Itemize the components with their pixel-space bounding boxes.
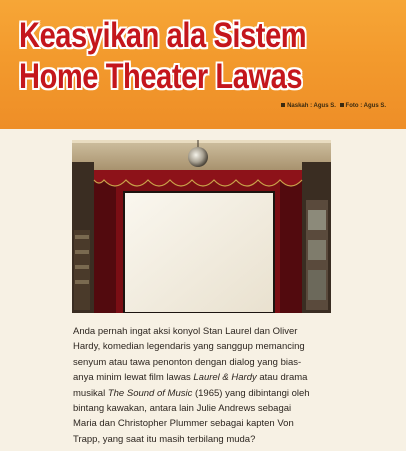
article-body	[73, 324, 368, 447]
body-line	[73, 370, 368, 385]
body-line	[73, 324, 368, 339]
author-credit: Naskah : Agus S.	[287, 103, 336, 109]
bullet-square-icon	[340, 103, 344, 107]
bullet-square-icon	[281, 103, 285, 107]
body-line	[73, 432, 368, 447]
body-text-segment: Hardy, komedian legendaris yang sanggup memancing	[73, 341, 305, 353]
body-text-segment: Anda pernah ingat aksi konyol Stan Laurel dan Oliver	[73, 326, 298, 337]
body-line	[73, 339, 368, 354]
article-title-line-1: Keasyikan ala Sistem	[19, 16, 307, 55]
body-line	[73, 355, 368, 370]
photo-credit: Foto : Agus S.	[345, 103, 386, 109]
body-text-segment: Trapp, yang saat itu masih terbilang muda?	[73, 433, 256, 445]
body-text-segment: anya minim lewat film lawas	[73, 372, 194, 384]
home-theater-photo	[72, 140, 331, 313]
body-line	[73, 401, 368, 416]
body-text-segment: atau drama	[256, 372, 308, 384]
body-text-segment: Maria dan Christopher Plummer sebagai kapten Von	[73, 418, 294, 430]
body-line	[73, 416, 368, 431]
body-text-segment: (1965) yang dibintangi oleh	[192, 387, 310, 399]
article-credits	[281, 103, 386, 109]
article-title-line-2: Home Theater Lawas	[19, 57, 303, 96]
disco-ball-icon	[188, 147, 208, 167]
italic-title: Laurel & Hardy	[193, 372, 257, 384]
body-text-segment: musikal	[73, 387, 108, 399]
body-line	[73, 386, 368, 401]
italic-title: The Sound of Music	[107, 387, 193, 399]
body-text-segment: senyum atau tawa penonton dengan dialog yang bias-	[73, 356, 302, 368]
body-text-segment: bintang kawakan, antara lain Julie Andrews sebagai	[73, 403, 292, 415]
article-header	[0, 0, 406, 129]
home-theater-room-illustration	[72, 140, 331, 313]
